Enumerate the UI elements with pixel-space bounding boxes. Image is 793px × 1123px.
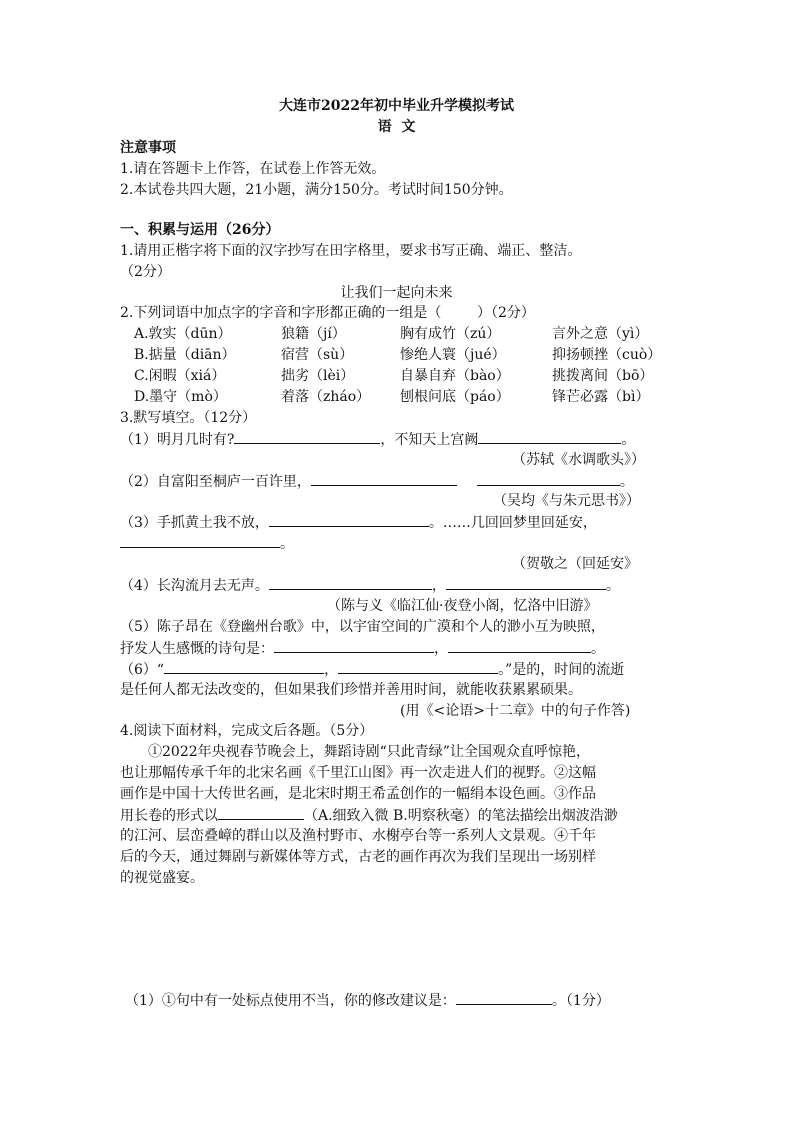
q3-2-prefix: （2）自富阳至桐庐一百许里， <box>120 474 311 490</box>
q2-option-d-2: 着落（zháo） <box>281 389 371 405</box>
notice-item-1: 1.请在答题卡上作答，在试卷上作答无效。 <box>120 161 386 177</box>
q2-option-c-3: 自暴自弃（bào） <box>400 368 510 384</box>
q3-4-blank-2 <box>446 575 606 590</box>
notice-heading: 注意事项 <box>120 140 176 156</box>
q3-6-mid: ， <box>324 662 339 678</box>
q3-5-blank-1 <box>274 638 434 653</box>
q3-line-1 <box>120 429 635 450</box>
q3-5-blank-2 <box>448 638 591 653</box>
q3-1-blank-1 <box>234 429 380 444</box>
q3-line-6 <box>120 659 624 680</box>
q3-line-5 <box>120 638 605 659</box>
q2-option-b-2: 宿营（sù） <box>281 347 354 363</box>
q3-4-end: 。 <box>605 578 620 594</box>
q3-2-end: 。 <box>619 474 634 490</box>
q3-3-prefix: （3）手抓黄土我不放， <box>120 515 269 531</box>
q4-passage-line-5: 的江河、层峦叠嶂的群山以及渔村野市、水榭亭台等一系列人文景观。④千年 <box>120 828 596 844</box>
q2-option-a-2: 狼籍（jí） <box>281 326 346 342</box>
q3-3-source: （贺敬之（回延安》 <box>512 556 638 572</box>
q2-option-c-4: 挑拨离间（bō） <box>552 368 654 384</box>
q2-text: 2.下列词语中加点字的字音和字形都正确的一组是（ ）（2分） <box>120 305 535 321</box>
q3-4-source: （陈与义《临江仙·夜登小阁，忆洛中旧游》 <box>327 598 598 614</box>
q4-passage-line-3: 画作是中国十大传世名画，是北宋时期王希孟创作的一幅绢本设色画。③作品 <box>120 786 596 802</box>
q3-1-prefix: （1）明月几时有? <box>120 432 235 448</box>
q2-option-c-2: 拙劣（lèi） <box>281 368 355 384</box>
exam-title: 大连市2022年初中毕业升学模拟考试 <box>279 98 514 114</box>
q3-4-mid: ， <box>431 578 446 594</box>
subject-title: 语 文 <box>377 119 416 135</box>
q1-score: （2分） <box>120 264 171 280</box>
q2-option-d-3: 刨根问底（páo） <box>400 389 510 405</box>
q3-1-blank-2 <box>478 429 621 444</box>
q4-passage-line-6: 后的今天，通过舞剧与新媒体等方式，古老的画作再次为我们呈现出一场别样 <box>120 849 596 865</box>
q4-passage-line-1: ①2022年央视春节晚会上，舞蹈诗剧“只此青绿”让全国观众直呼惊艳， <box>148 744 590 760</box>
q3-4-blank-1 <box>269 575 432 590</box>
q2-option-a-1: A.敦实（dūn） <box>134 326 232 342</box>
q3-1-mid: ，不知天上宫阙 <box>380 432 479 448</box>
q3-2-blank-2 <box>477 471 620 486</box>
q3-6-line-2: 是任何人都无法改变的，但如果我们珍惜并善用时间，就能收获累累硕果。 <box>120 682 582 698</box>
q3-3-blank-2 <box>120 533 280 548</box>
notice-item-2: 2.本试卷共四大题，21小题，满分150分。考试时间150分钟。 <box>120 182 513 198</box>
q2-option-d-4: 锋芒必露（bì） <box>552 389 650 405</box>
q4-passage-line-4 <box>120 805 618 826</box>
q2-option-c-1: C.闲暇（xiá） <box>134 368 226 384</box>
q3-line-2 <box>120 471 634 492</box>
q3-2-source: （吴均《与朱元思书》） <box>493 493 640 509</box>
q3-6-suffix: 。”是的，时间的流逝 <box>498 662 625 678</box>
q2-option-b-4: 抑扬顿挫（cuò） <box>552 347 662 363</box>
q2-option-d-1: D.墨守（mò） <box>134 389 227 405</box>
q3-3-blank-1 <box>269 512 429 527</box>
q4-passage-blank <box>218 805 304 820</box>
q4-passage-options: （A.细致入微 B.明察秋毫）的笔法描绘出烟波浩渺 <box>304 808 618 824</box>
q3-3-mid: 。……几回回梦里回延安， <box>428 515 597 531</box>
q3-5-prefix: 抒发人生感慨的诗句是： <box>120 641 274 657</box>
q1-text: 1.请用正楷字将下面的汉字抄写在田字格里，要求书写正确、端正、整洁。 <box>120 243 582 259</box>
q3-text: 3.默写填空。（12分） <box>120 410 257 426</box>
q3-1-end: 。 <box>621 432 636 448</box>
q4-sub-1-blank <box>456 990 552 1005</box>
q3-2-blank-1 <box>311 471 457 486</box>
q3-line-3b <box>120 533 294 554</box>
q3-6-prefix: （6）“ <box>120 662 165 678</box>
q3-line-4 <box>120 575 620 596</box>
q4-sub-1 <box>125 990 610 1011</box>
q3-4-prefix: （4）长沟流月去无声。 <box>120 578 269 594</box>
q2-option-a-4: 言外之意（yì） <box>552 326 649 342</box>
q2-option-b-1: B.掂量（diān） <box>134 347 236 363</box>
q3-line-3 <box>120 512 597 533</box>
q4-text: 4.阅读下面材料，完成文后各题。（5分） <box>120 723 374 739</box>
q2-option-b-3: 惨绝人寰（jué） <box>400 347 506 363</box>
q3-3-end: 。 <box>280 536 294 552</box>
q2-option-a-3: 胸有成竹（zú） <box>400 326 501 342</box>
q4-passage-line-7: 的视觉盛宴。 <box>120 870 204 886</box>
q3-6-source: (用《<论语>十二章》中的句子作答) <box>400 703 631 719</box>
q3-5-line-1: （5）陈子昂在《登幽州台歌》中，以宇宙空间的广漠和个人的渺小互为映照， <box>120 619 605 635</box>
section-heading: 一、积累与运用（26分） <box>120 222 280 238</box>
q4-passage-prefix: 用长卷的形式以 <box>120 808 218 824</box>
q4-sub-1-end: 。（1分） <box>551 993 610 1009</box>
q3-6-blank-2 <box>338 659 498 674</box>
q4-sub-1-prefix: （1）①句中有一处标点使用不当，你的修改建议是： <box>125 993 456 1009</box>
q3-5-mid: ， <box>434 641 448 657</box>
q3-6-blank-1 <box>164 659 324 674</box>
q4-passage-line-2: 也让那幅传承千年的北宋名画《千里江山图》再一次走进人们的视野。②这幅 <box>120 765 596 781</box>
q3-5-end: 。 <box>591 641 605 657</box>
q3-1-source: （苏轼《水调歌头》） <box>512 452 645 468</box>
q1-phrase: 让我们一起向未来 <box>340 285 453 301</box>
